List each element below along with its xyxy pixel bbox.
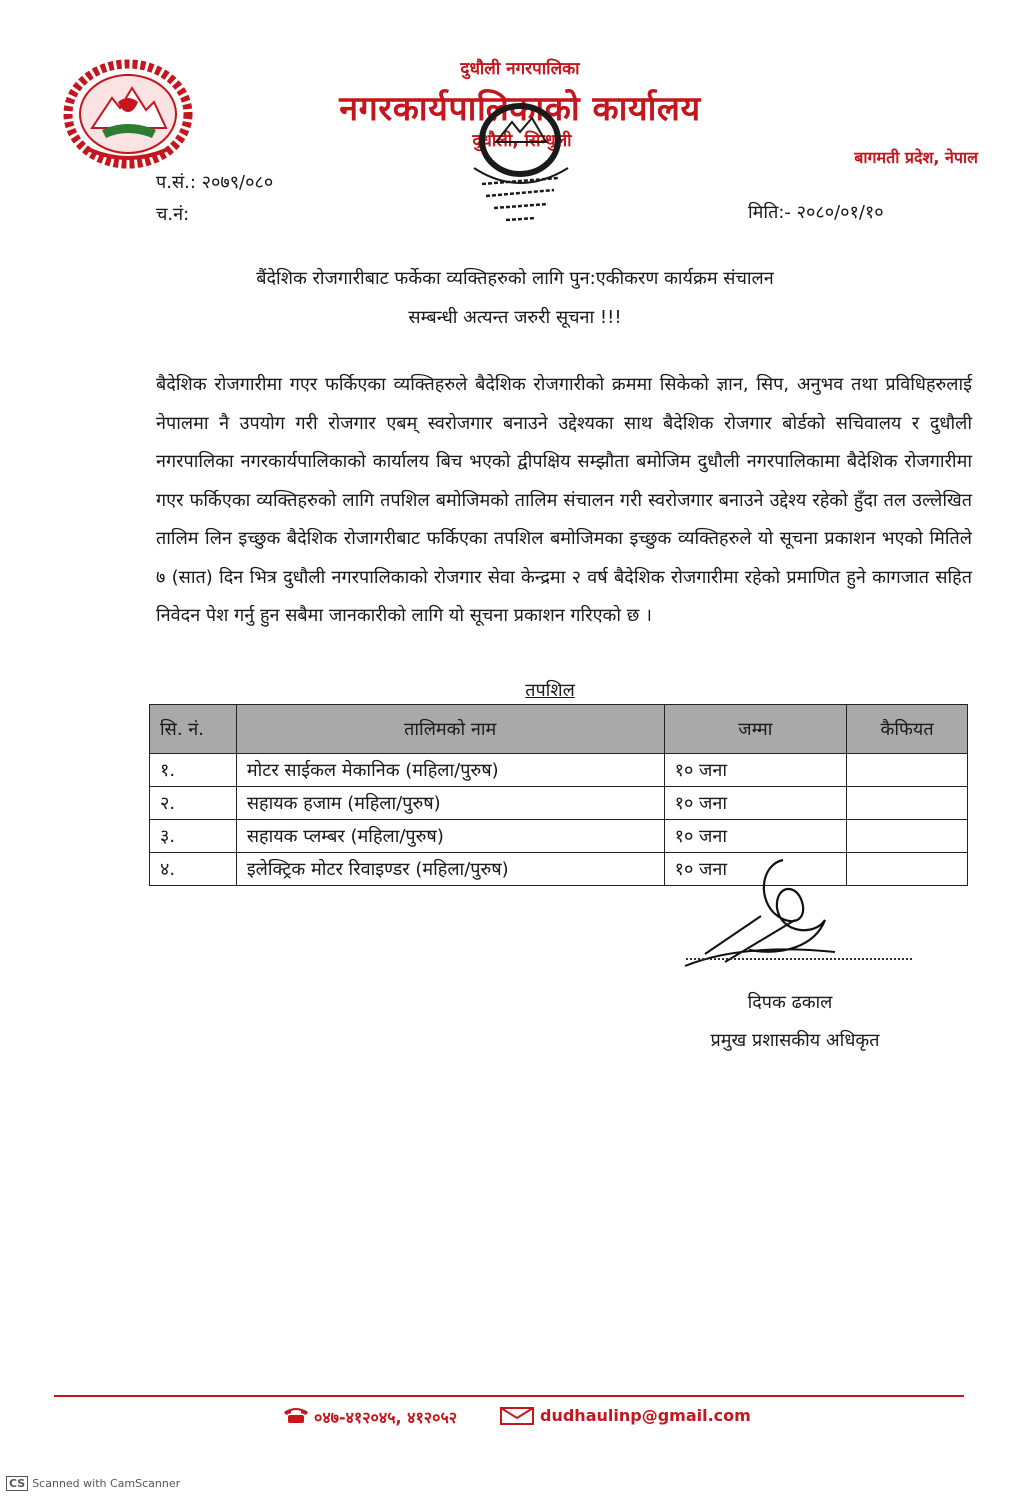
table-row bbox=[150, 820, 968, 853]
cell-serial: ३. bbox=[150, 820, 237, 853]
municipality-name: दुधौली नगरपालिका bbox=[460, 59, 580, 79]
cell-training-name: सहायक प्लम्बर (महिला/पुरुष) bbox=[236, 820, 664, 853]
cell-training-name: इलेक्ट्रिक मोटर रिवाइण्डर (महिला/पुरुष) bbox=[236, 853, 664, 886]
letter-date: मिति:- २०८०/०१/१० bbox=[748, 202, 884, 223]
cell-total: १० जना bbox=[664, 853, 847, 886]
cell-remarks bbox=[847, 754, 968, 787]
signatory-title: प्रमुख प्रशासकीय अधिकृत bbox=[710, 1030, 880, 1051]
cell-remarks bbox=[847, 787, 968, 820]
reference-number: प.सं.: २०७९/०८० bbox=[156, 172, 274, 193]
header-training-name: तालिमको नाम bbox=[236, 705, 664, 754]
subject-line-1: बैंदेशिक रोजगारीबाट फर्केका व्यक्तिहरुको लागि पुन:एकीकरण कार्यक्रम संचालन bbox=[256, 268, 774, 289]
subject-line-2: सम्बन्धी अत्यन्त जरुरी सूचना !!! bbox=[408, 307, 622, 328]
camscanner-badge bbox=[6, 1476, 180, 1491]
nepal-emblem-icon bbox=[62, 58, 194, 170]
table-row bbox=[150, 787, 968, 820]
notice-body: बैदेशिक रोजगारीमा गएर फर्किएका व्यक्तिहरुले बैदेशिक रोजगारीको क्रममा सिकेको ज्ञान, सिप, अनुभव तथा प्रविधिहरुलाई नेपालमा नै उपयोग गरी रोजगार एबम् स्वरोजगार बनाउने उद्देश्यका साथ बैदेशिक रोजगार बोर्डको सचिवालय र दुधौली नगरपालिका नगरकार्यपालिकाको कार्यालय बिच भएको द्वीपक्षिय सम्झौता बमोजिम दुधौली नगरपालिकामा बैदेशिक रोजगारीमा गएर फर्किएका व्यक्तिहरुको लागि तपशिल बमोजिमको तालिम संचालन गरी स्वरोजगार बनाउने उद्देश्य रहेको हुँदा तल उल्लेखित तालिम लिन इच्छुक बैदेशिक रोजागरीबाट फर्किएका तपशिल बमोजिमका इच्छुक व्यक्तिहरुले यो सूचना प्रकाशन भएको मितिले ७ (सात) दिन भित्र दुधौली नगरपालिकाको रोजगार सेवा केन्द्रमा २ वर्ष बैदेशिक रोजगारीमा रहेको प्रमाणित हुने कागजात सहित निवेदन पेश गर्नु हुन सबैमा जानकारीको लागि यो सूचना प्रकाशन गरिएको छ । bbox=[156, 374, 972, 626]
office-title: नगरकार्यपालिकाको कार्यालय bbox=[339, 89, 701, 129]
phone-icon bbox=[282, 1406, 310, 1424]
envelope-icon bbox=[500, 1407, 534, 1425]
footer-phone: ०४७-४१२०४५, ४१२०५२ bbox=[314, 1408, 458, 1427]
office-stamp-icon bbox=[456, 98, 584, 230]
header-serial: सि. नं. bbox=[150, 705, 237, 754]
dispatch-number: च.नं: bbox=[156, 204, 190, 225]
cell-remarks bbox=[847, 820, 968, 853]
cell-total: १० जना bbox=[664, 754, 847, 787]
footer-divider bbox=[54, 1395, 964, 1397]
signatory-name: दिपक ढकाल bbox=[747, 992, 833, 1013]
cell-training-name: सहायक हजाम (महिला/पुरुष) bbox=[236, 787, 664, 820]
cell-serial: १. bbox=[150, 754, 237, 787]
cell-serial: ४. bbox=[150, 853, 237, 886]
table-title: तपशिल bbox=[525, 680, 575, 701]
cell-total: १० जना bbox=[664, 787, 847, 820]
camscanner-logo: CS bbox=[6, 1476, 28, 1491]
header-remarks: कैफियत bbox=[847, 705, 968, 754]
header-total: जम्मा bbox=[664, 705, 847, 754]
cell-serial: २. bbox=[150, 787, 237, 820]
camscanner-text: Scanned with CamScanner bbox=[32, 1477, 181, 1490]
cell-training-name: मोटर साईकल मेकानिक (महिला/पुरुष) bbox=[236, 754, 664, 787]
table-row bbox=[150, 754, 968, 787]
table-header-row bbox=[150, 705, 968, 754]
cell-total: १० जना bbox=[664, 820, 847, 853]
province-label: बागमती प्रदेश, नेपाल bbox=[854, 148, 978, 167]
signature-line bbox=[686, 958, 912, 960]
office-place: दुधौली, सिन्धुली bbox=[472, 131, 572, 151]
cell-remarks bbox=[847, 853, 968, 886]
footer-email[interactable]: dudhaulinp@gmail.com bbox=[540, 1406, 751, 1425]
